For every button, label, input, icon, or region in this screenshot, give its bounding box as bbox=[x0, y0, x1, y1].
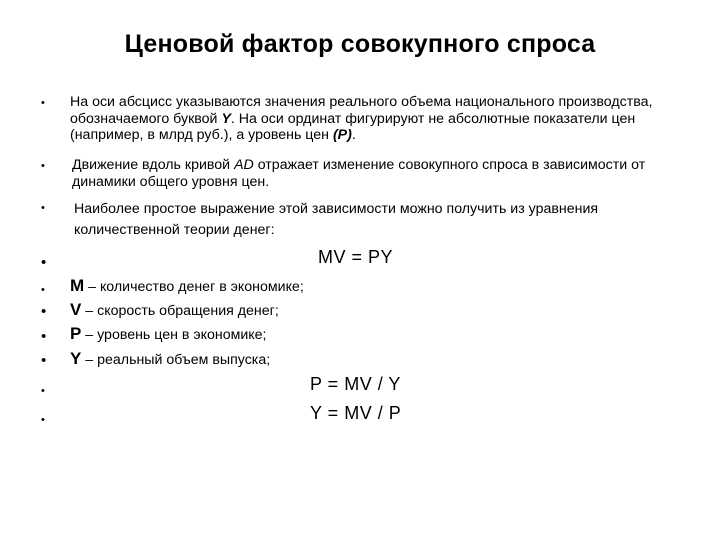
definition-v-text: – скорость обращения денег; bbox=[81, 303, 279, 319]
definition-v bbox=[70, 300, 279, 320]
definition-m bbox=[70, 276, 304, 296]
paragraph-axes-part-a: На оси абсцисс указываются значения реального объема национального производства, обозначаемого буквой bbox=[70, 94, 653, 127]
paragraph-ad-curve bbox=[72, 157, 677, 190]
definition-y-text: – реальный объем выпуска; bbox=[81, 352, 271, 368]
equation-y-mv-p: Y = MV / P bbox=[310, 403, 402, 423]
bullet-8: • bbox=[41, 352, 47, 369]
paragraph-axes-part-b: . На оси ординат фигурируют не абсолютные показатели цен (например, в млрд руб.), а уровень цен bbox=[70, 110, 636, 143]
paragraph-axes-part-c: . bbox=[351, 127, 356, 143]
bullet-5: • bbox=[41, 284, 45, 296]
bullet-6: • bbox=[41, 303, 47, 320]
symbol-y: Y bbox=[221, 110, 231, 127]
bullet-2: • bbox=[41, 160, 45, 172]
definition-m-text: – количество денег в экономике; bbox=[84, 279, 304, 295]
bullet-1: • bbox=[41, 97, 45, 109]
bullet-7: • bbox=[41, 328, 47, 345]
bullet-10: • bbox=[41, 414, 45, 426]
bullet-9: • bbox=[41, 385, 45, 397]
paragraph-ad-part-b: отражает изменение совокупного спроса в зависимости от динамики общего уровня цен. bbox=[72, 157, 646, 190]
bullet-4: • bbox=[41, 254, 47, 271]
equation-p-mv-y: P = MV / Y bbox=[310, 374, 401, 394]
definition-y bbox=[70, 349, 270, 369]
symbol-ad: AD bbox=[234, 157, 254, 173]
definition-m-symbol: M bbox=[70, 276, 85, 295]
definition-p bbox=[70, 324, 266, 344]
bullet-3: • bbox=[41, 202, 45, 214]
definition-p-text: – уровень цен в экономике; bbox=[81, 327, 267, 343]
equation-mv-py: MV = PY bbox=[318, 247, 394, 267]
slide-title: Ценовой фактор совокупного спроса bbox=[124, 30, 596, 58]
paragraph-ad-part-a: Движение вдоль кривой bbox=[72, 157, 235, 173]
paragraph-axes bbox=[70, 94, 675, 144]
paragraph-quantity-theory: Наиболее простое выражение этой зависимости можно получить из уравнения количественной теории денег: bbox=[74, 201, 599, 238]
definition-p-symbol: P bbox=[70, 324, 82, 343]
definition-v-symbol: V bbox=[70, 300, 82, 319]
symbol-p: (Р) bbox=[332, 127, 352, 143]
definition-y-symbol: Y bbox=[70, 349, 82, 368]
